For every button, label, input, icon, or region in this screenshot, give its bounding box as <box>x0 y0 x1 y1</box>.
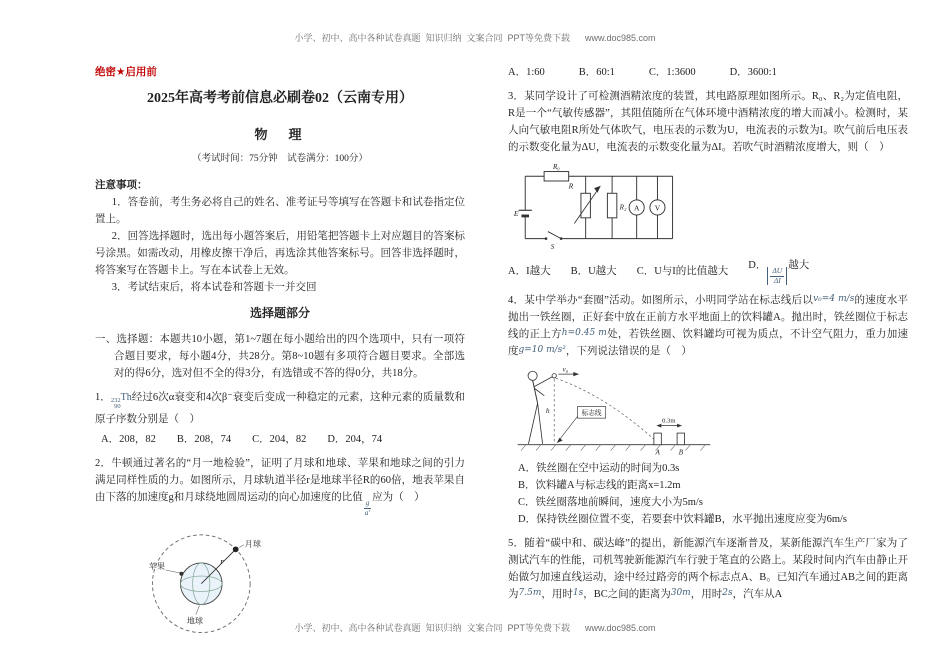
label-switch: S <box>550 243 555 251</box>
circuit-diagram <box>512 161 682 252</box>
q3-option-c: C．U与I的比值越大 <box>636 265 729 277</box>
q4-option-d: D．保持铁丝圈位置不变，若要套中饮料罐B，水平抛出速度应变为6m/s <box>518 514 848 526</box>
q4-text-1: 某中学举办“套圈”活动。如图所示，小明同学站在标志线后以 <box>524 295 814 307</box>
v0-arrowhead <box>573 372 579 376</box>
q1-number: 1． <box>95 391 111 403</box>
q4-text-4: ，下列说法错误的是（ ） <box>565 346 692 358</box>
q3-option-d: D． $\frac{\Delta U}{\Delta I}$ 越大 <box>748 260 810 285</box>
q4-option-a: A．铁丝圈在空中运动的时间为0.3s <box>518 463 680 475</box>
q5-text-3: ，BC之间的距离为 <box>583 589 671 601</box>
notice-item-2: 2．回答选择题时，选出每小题答案后，用铅笔把答题卡上对应题目的答案标号涂黑。如需改动，用橡皮擦干净后，再选涂其他答案标号。回答非选择题时，将答案写在答题卡上。写在本试卷上无效。 <box>95 231 465 277</box>
q2-options-row <box>508 64 908 81</box>
q2-option-a: A．1:60 <box>508 67 545 78</box>
question-1 <box>95 389 465 429</box>
label-ammeter: A <box>633 203 640 213</box>
can-a-label: A <box>655 448 660 457</box>
can-a <box>654 433 661 445</box>
ground-hatching <box>521 445 705 451</box>
page-title: 2025年高考考前信息必刷卷02（云南专用） <box>147 91 413 106</box>
q5-math-2: 1s <box>572 588 584 599</box>
v0-label: v₀ <box>562 365 569 374</box>
projectile-diagram <box>514 365 714 458</box>
apple-leader-line <box>166 571 180 574</box>
q4-text-3: 处，若铁丝圈、饮料罐均可视为质点，不计空气阻力，重力加速度 <box>508 329 909 358</box>
q5-text-4: ，用时 <box>690 589 723 601</box>
q5-number: 5． <box>508 538 525 550</box>
marker-line-label: 标志线 <box>581 410 602 418</box>
watermark-bottom: 小学、初中、高中各种试卷真题 知识归纳 文案合同 PPT等免费下载 www.doc985.com <box>294 623 656 633</box>
q5-math-4: 2s <box>722 588 733 599</box>
q2-text: 牛顿通过著名的“月一地检验”，证明了月球和地球、苹果和地球之间的引力满足同样性质的力。如图所示，月球轨道半径r是地球半径R的60倍，地表苹果自由下落的加速度g和月球绕地圆周运动的向心加速度的比值 <box>95 458 465 504</box>
marker-leader-line <box>560 417 577 439</box>
q4-math-h: h=0.45 m <box>561 328 607 339</box>
q2-tail: 应为（ ） <box>372 492 425 504</box>
projectile-figure <box>514 365 908 458</box>
nuclide-th-232 <box>110 391 132 411</box>
label-battery: E <box>513 208 519 218</box>
subject-title: 物 理 <box>254 126 306 142</box>
q4-option-c: C．铁丝圈落地前瞬间，速度大小为5m/s <box>518 497 703 509</box>
q4-math-g: g=10 m/s² <box>518 345 566 356</box>
can-b <box>677 433 684 445</box>
trajectory-path <box>556 379 657 443</box>
q3-option-a: A．I越大 <box>508 265 551 277</box>
marker-leader-arrowhead <box>557 438 563 443</box>
left-column <box>95 64 465 640</box>
notice-item-1: 1．答卷前，考生务必将自己的姓名、准考证号等填写在答题卡和试卷指定位置上。 <box>95 197 465 226</box>
q2-option-d: D．3600:1 <box>729 67 777 78</box>
notice-item-3: 3．考试结束后，将本试卷和答题卡一并交回 <box>111 282 317 294</box>
q2-number: 2． <box>95 458 112 470</box>
q2-option-b: B．60:1 <box>578 67 615 78</box>
question-2 <box>95 455 465 517</box>
q5-text-1: 随着“碳中和、碳达峰”的提出，新能源汽车逐渐普及，某新能源汽车生产厂家为了测试汽车的性能，司机驾驶新能源汽车行驶于笔直的公路上。某段时间内汽车由静止开始做匀加速直线运动，途中经过路旁的两个标志点A、B。已知汽车通过AB之间的距离为 <box>508 538 908 601</box>
q1-options: A．208，82 B．208，74 C．204，82 D．204，74 <box>101 434 383 446</box>
person-leg <box>528 403 537 444</box>
notice-heading: 注意事项： <box>95 180 148 192</box>
wire-ring <box>552 374 556 378</box>
nuclide-z: 90 <box>114 403 121 411</box>
q3-option-b: B．U越大 <box>570 265 617 277</box>
earth-leader-line <box>196 606 200 615</box>
label-r: R <box>568 181 574 191</box>
dimension-arrowhead-right <box>677 424 682 428</box>
can-b-label: B <box>678 448 684 457</box>
gap-label: 0.3m <box>662 417 676 425</box>
dimension-arrowhead-left <box>656 424 661 428</box>
q1-text: 经过6次α衰变和4次β⁻衰变后变成一种稳定的元素，这种元素的质量数和原子序数分别是（ ） <box>95 391 466 426</box>
moon-dot <box>233 547 239 553</box>
section-heading: 选择题部分 <box>249 306 310 321</box>
resistor-r2 <box>607 193 616 218</box>
q3-number: 3． <box>508 91 525 102</box>
label-r0: R₀ <box>552 163 560 172</box>
q5-math-1: 7.5m <box>518 588 542 599</box>
fraction-g-over-a: $\frac{g}{a'}$ <box>364 498 371 517</box>
q4-math-v0: v₀=4 m/s <box>813 294 855 305</box>
switch-lever <box>548 232 561 239</box>
radius-label: r <box>220 556 224 567</box>
resistor-r <box>581 193 590 218</box>
moon-leader-line <box>239 545 244 548</box>
q5-text-2: ，用时 <box>541 589 573 601</box>
secrecy-label: 绝密★启用前 <box>95 66 157 78</box>
q3-options-row <box>508 257 908 285</box>
circuit-figure <box>512 161 908 252</box>
label-voltmeter: V <box>654 203 661 213</box>
right-column <box>508 64 908 603</box>
exam-info: （考试时间：75分钟 试卷满分：100分） <box>192 153 368 164</box>
question-4 <box>508 292 908 360</box>
q3-text: 某同学设计了可检测酒精浓度的装置，其电路原理如图所示。R₀、R₂为定值电阻，R是一个“气敏传感器”，其阻值随所在气体环境中酒精浓度的增大而减小。检测时，某人向气敏电阻R所处气体吹气，电压表的示数为U，电流表的示数为I。吹气前后电压表的示数变化量为ΔU，电流表的示数变化量为ΔI。若吹气时酒精浓度增大，则（ ） <box>508 91 909 153</box>
q4-number: 4． <box>508 295 525 307</box>
abs-delta-fraction: $\frac{\Delta U}{\Delta I}$ <box>767 267 787 285</box>
h-label: h <box>545 406 550 416</box>
variable-arrowhead <box>594 186 601 193</box>
apple-label: 苹果 <box>148 562 166 572</box>
resistor-r0 <box>544 172 569 181</box>
q5-math-3: 30m <box>670 588 691 599</box>
label-r2: R₂ <box>619 203 627 212</box>
q4-option-b: B．饮料罐A与标志线的距离x=1.2m <box>518 480 681 492</box>
person-leg <box>538 403 543 444</box>
q4-text-2: 的速度水平抛出一铁丝圈，正好套中放在正前方水平地面上的饮料罐A。抛出时，铁丝圈位于标志线的正上方 <box>508 295 908 341</box>
moon-label: 月球 <box>244 540 261 550</box>
question-5 <box>508 535 908 603</box>
person-head <box>528 371 537 380</box>
earth-label: 地球 <box>186 616 204 626</box>
section-intro: 一、选择题：本题共10小题，第1~7题在每小题给出的四个选项中，只有一项符合题目要求，每小题4分，共28分。第8~10题有多项符合题目要求。全部选对的得6分，选对但不全的得3分，有选错或不答的得0分，共18分。 <box>95 333 465 379</box>
apple-dot <box>179 572 183 576</box>
q2-option-c: C．1:3600 <box>648 67 696 78</box>
q4-options <box>508 460 908 528</box>
person-body <box>533 381 538 404</box>
nuclide-symbol: Th <box>120 391 132 403</box>
question-3 <box>508 88 908 156</box>
watermark-top: 小学、初中、高中各种试卷真题 知识归纳 文案合同 PPT等免费下载 www.doc985.com <box>294 33 656 43</box>
q5-text-5: ，汽车从A <box>732 589 783 601</box>
nuclide-mass: 232 <box>110 396 121 404</box>
